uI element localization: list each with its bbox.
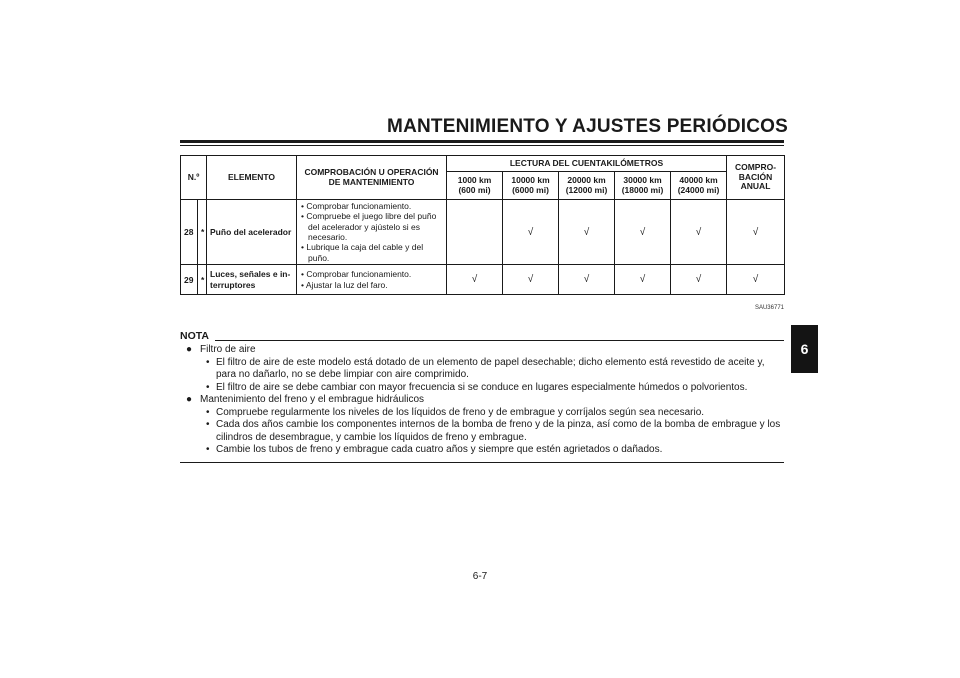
reference-code: SAU36771 [754, 305, 784, 311]
dealer-service-mark: * [198, 265, 207, 295]
maintenance-table [180, 155, 785, 295]
mi-value: (6000 mi) [512, 184, 549, 195]
check-mark-km-1: √ [503, 200, 559, 265]
operation-list [300, 201, 443, 263]
km-value: 30000 km [623, 174, 662, 185]
note-item [186, 444, 784, 457]
check-mark-km-3: √ [615, 265, 671, 295]
note-item-text: Cambie los tubos de freno y embrague cada cuatro años y siempre que estén agrietados o dañados. [216, 444, 663, 455]
note-topic [186, 394, 784, 407]
bullet-icon: • [206, 419, 210, 430]
note-item [186, 419, 784, 444]
check-mark-annual: √ [727, 265, 785, 295]
note-heading: NOTA [180, 330, 209, 342]
row-operations [297, 200, 447, 265]
bullet-dot-icon: ● [186, 394, 193, 405]
header-km-3 [615, 172, 671, 200]
page-number: 6-7 [472, 571, 488, 582]
check-mark-km-4: √ [671, 200, 727, 265]
operation-item: • Lubrique la caja del cable y del puño. [300, 242, 443, 263]
bullet-icon: • [206, 406, 210, 418]
row-operations [297, 265, 447, 295]
header-km-0 [447, 172, 503, 200]
km-value: 10000 km [511, 174, 550, 185]
page-title: MANTENIMIENTO Y AJUSTES PERIÓDICOS [387, 116, 788, 137]
header-km-2 [559, 172, 615, 200]
header-operation: COMPROBACIÓN U OPERACIÓN DE MANTENIMIENTO [297, 156, 447, 200]
check-mark-km-2: √ [559, 200, 615, 265]
title-rule [180, 140, 784, 143]
header-number: N.º [181, 156, 207, 200]
note-bottom-rule [180, 462, 784, 463]
mi-value: (600 mi) [458, 184, 491, 195]
operation-item: • Compruebe el juego libre del puño del acelerador y ajústelo si es necesario. [300, 211, 443, 242]
check-mark-km-1: √ [503, 265, 559, 295]
mi-value: (12000 mi) [565, 184, 608, 195]
mi-value: (18000 mi) [621, 184, 664, 195]
table-row [181, 265, 785, 295]
km-value: 40000 km [679, 174, 718, 185]
row-number: 28 [181, 200, 198, 265]
note-item [186, 382, 784, 395]
row-element: Puño del acelerador [207, 200, 297, 265]
note-item-text: Compruebe regularmente los niveles de los líquidos de freno y de embrague y corríjalos según sea necesario. [216, 406, 705, 418]
bullet-icon: • [206, 356, 210, 368]
check-mark-km-4: √ [671, 265, 727, 295]
check-mark-km-3: √ [615, 200, 671, 265]
row-element: Luces, señales e in-terruptores [207, 265, 297, 295]
operation-item: • Comprobar funcionamiento. [300, 269, 443, 279]
operation-item: • Comprobar funcionamiento. [300, 201, 443, 211]
operation-item: • Ajustar la luz del faro. [300, 280, 443, 290]
header-odometer-reading: LECTURA DEL CUENTAKILÓMETROS [447, 156, 727, 172]
header-annual-check: COMPRO-BACIÓN ANUAL [727, 156, 785, 200]
note-item-text: Cada dos años cambie los componentes internos de la bomba de freno y de la pinza, así como de la bomba de embrague y los cilindros de desembrague, y cambie los líquidos de freno y embrague. [216, 419, 781, 443]
note-item [186, 357, 784, 382]
table-row [181, 200, 785, 265]
note-item [186, 407, 784, 420]
header-element: ELEMENTO [207, 156, 297, 200]
dealer-service-mark: * [198, 200, 207, 265]
chapter-tab[interactable]: 6 [791, 325, 818, 373]
check-mark-annual: √ [727, 200, 785, 265]
bullet-dot-icon: ● [186, 344, 193, 355]
note-topic-title: Mantenimiento del freno y el embrague hidráulicos [200, 394, 425, 405]
bullet-icon: • [206, 444, 210, 455]
note-item-text: El filtro de aire de este modelo está dotado de un elemento de papel desechable; dicho elemento está revestido de aceite y, para no dañarlo, no se debe limpiar con aire comprimido. [216, 356, 765, 380]
bullet-icon: • [206, 381, 210, 393]
row-number: 29 [181, 265, 198, 295]
mi-value: (24000 mi) [677, 184, 720, 195]
check-mark-km-2: √ [559, 265, 615, 295]
km-value: 20000 km [567, 174, 606, 185]
header-km-4 [671, 172, 727, 200]
note-topic-title: Filtro de aire [200, 344, 256, 355]
note-rule [215, 340, 784, 341]
note-item-text: El filtro de aire se debe cambiar con mayor frecuencia si se conduce en lugares especialmente húmedos o polvorientos. [216, 381, 748, 393]
operation-list [300, 269, 443, 290]
km-value: 1000 km [457, 174, 492, 185]
title-rule-thin [180, 145, 784, 146]
check-mark-km-0: √ [447, 265, 503, 295]
header-km-1 [503, 172, 559, 200]
table-body [181, 200, 785, 295]
note-body [186, 344, 784, 457]
check-mark-km-0 [447, 200, 503, 265]
note-topic [186, 344, 784, 357]
